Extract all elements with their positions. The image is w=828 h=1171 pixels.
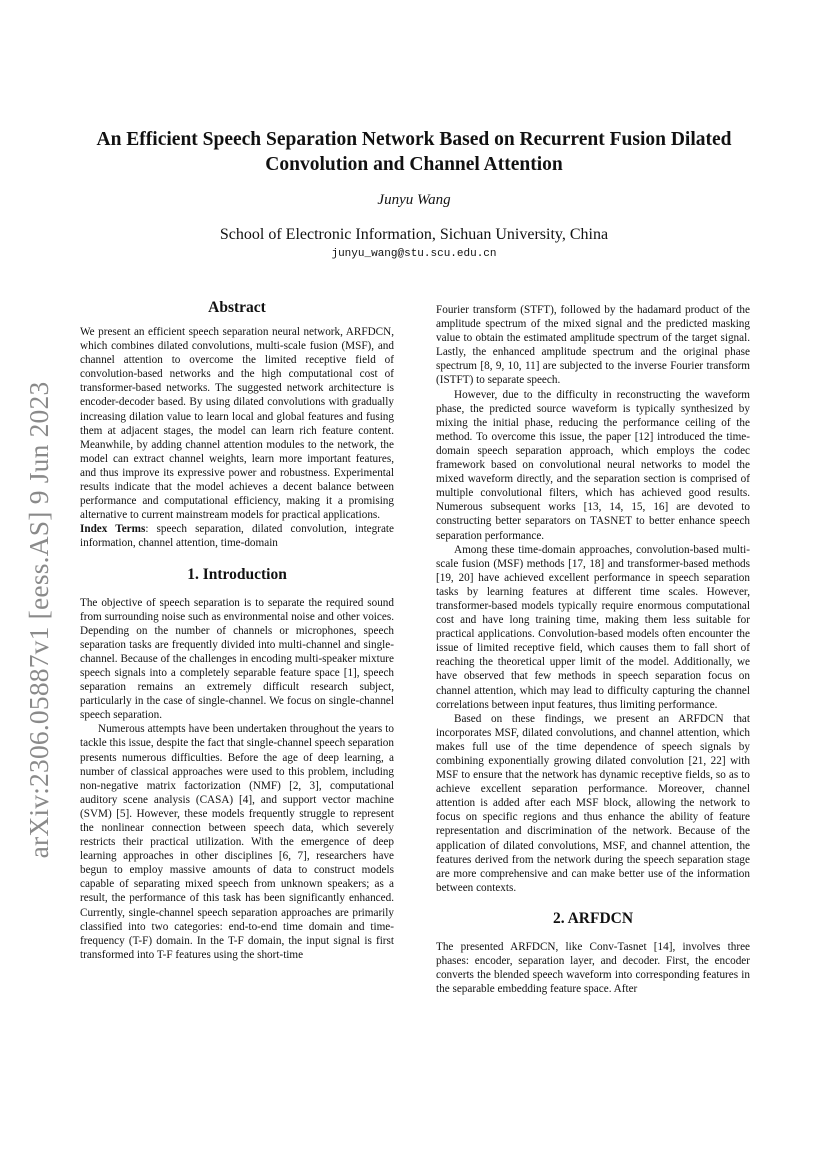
body-paragraph: Fourier transform (STFT), followed by the hadamard product of the amplitude spectrum of the mixed signal and the predicted masking value to obtain the estimated amplitude spectrum of the target signal. Lastly, the enhanced amplitude spectrum and the original phase spectrum [8, 9, 10, 11] are subjected to the inverse Fourier transform (ISTFT) to separate speech. <box>436 304 750 387</box>
author-email: junyu_wang@stu.scu.edu.cn <box>331 248 497 260</box>
left-column <box>80 298 394 962</box>
paper-title: An Efficient Speech Separation Network Based on Recurrent Fusion Dilated Convolution and Channel Attention <box>96 129 732 175</box>
body-paragraph: However, due to the difficulty in reconstructing the waveform phase, the predicted source waveform is typically synthesized by mixing the initial phase, reducing the performance ceiling of the method. To overcome this issue, the paper [12] introduced the time-domain speech separation approach, which employs the codec framework based on convolutional neural networks to model the mixed waveform directly, and the separation section is comprised of multiple convolutional filters, which has achieved good results. Numerous subsequent works [13, 14, 15, 16] are devoted to constructing better separators on TASNET to better enhance speech separation performance. <box>436 388 750 542</box>
author-affiliation: School of Electronic Information, Sichuan University, China <box>219 226 609 243</box>
index-terms <box>80 522 394 550</box>
section-2-paragraph: The presented ARFDCN, like Conv-Tasnet [14], involves three phases: encoder, separation layer, and decoder. First, the encoder converts the blended speech waveform into corresponding features in the separable embedding feature space. After <box>436 940 750 996</box>
body-paragraph: Among these time-domain approaches, convolution-based multi-scale fusion (MSF) methods [17, 18] and transformer-based methods [19, 20] have achieved excellent performance in speech separation tasks by learning features at different time scales. However, transformer-based models typically require enormous computational cost and have long training time, making them less suitable for practical applications. Convolution-based models often encounter the issue of limited receptive field, which causes them to fall short of reaching the theoretical upper limit of the model. Additionally, we have observed that few methods in speech separation focus on channel attention, which may lead to difficulty capturing the channel correlations between input features, thus limiting performance. <box>436 543 750 711</box>
index-terms-label: Index Terms <box>80 523 146 536</box>
section-2-heading: 2. ARFDCN <box>552 909 634 927</box>
author-name: Junyu Wang <box>377 192 451 208</box>
abstract-heading: Abstract <box>208 299 266 316</box>
intro-paragraph: The objective of speech separation is to separate the required sound from surrounding noise such as environmental noise and other voices. Depending on the number of channels or microphones, speech separation tasks are frequently divided into multi-channel and single-channel. Because of the challenges in encoding multi-speaker mixture speech signals into a completely separable feature space [1], speech separation remains an extremely difficult research subject, particularly in the case of single-channel. We focus on single-channel speech separation. <box>80 596 394 722</box>
arxiv-identifier-text: arXiv:2306.05887v1 [eess.AS] 9 Jun 2023 <box>23 381 54 859</box>
abstract-text: We present an efficient speech separation neural network, ARFDCN, which combines dilated convolutions, multi-scale fusion (MSF), and channel attention to overcome the limited receptive field of convolution-based networks and the high computational cost of transformer-based networks. The suggested network architecture is encoder-decoder based. By using dilated convolutions with gradually increasing dilation value to learn local and global features and fusing them at adjacent stages, the model can learn rich feature content. Meanwhile, by adding channel attention modules to the network, the model can extract channel weights, learn more important features, and thus improve its expressive power and robustness. Experimental results indicate that the model achieves a decent balance between performance and computational efficiency, making it a promising alternative to current mainstream models for practical applications. <box>80 326 394 522</box>
introduction-heading: 1. Introduction <box>187 565 287 583</box>
intro-paragraph: Numerous attempts have been undertaken throughout the years to tackle this issue, despite the fact that single-channel speech separation presents numerous difficulties. Before the age of deep learning, a number of classical approaches were used to this problem, including non-negative matrix factorization (NMF) [2, 3], computational auditory scene analysis (CASA) [4], and support vector machine (SVM) [5]. However, these models frequently struggle to represent the nonlinear connection between speech data, which severely restricts their practical utilization. With the emergence of deep learning approaches in other disciplines [6, 7], researchers have begun to employ massive amounts of data to construct models capable of separating mixed speech from unknown speakers; as a result, the performance of this task has been significantly enhanced. Currently, single-channel speech separation approaches are primarily classified into two categories: end-to-end time domain and time-frequency (T-F) domain. In the T-F domain, the input signal is first transformed into T-F features using the short-time <box>80 723 394 961</box>
index-terms-text: : speech separation, dilated convolution, integrate information, channel attention, time-domain <box>80 523 394 550</box>
arxiv-identifier <box>16 370 62 870</box>
right-column <box>436 303 750 996</box>
body-paragraph: Based on these findings, we present an ARFDCN that incorporates MSF, dilated convolutions, and channel attention, which makes full use of the time dependence of speech signals by combining exponentially growing dilated convolution [21, 22] with MSF to ensure that the network has dynamic receptive fields, so as to achieve excellent separation performance. Moreover, channel attention is added after each MSF block, allowing the network to focus on specific regions and thus enhance the ability of feature representation and discrimination of the network. Because of the application of dilated convolutions, MSF, and channel attention, the features derived from the network during the speech separation stage are more comprehensive and can make better use of the information between contexts. <box>436 712 750 894</box>
